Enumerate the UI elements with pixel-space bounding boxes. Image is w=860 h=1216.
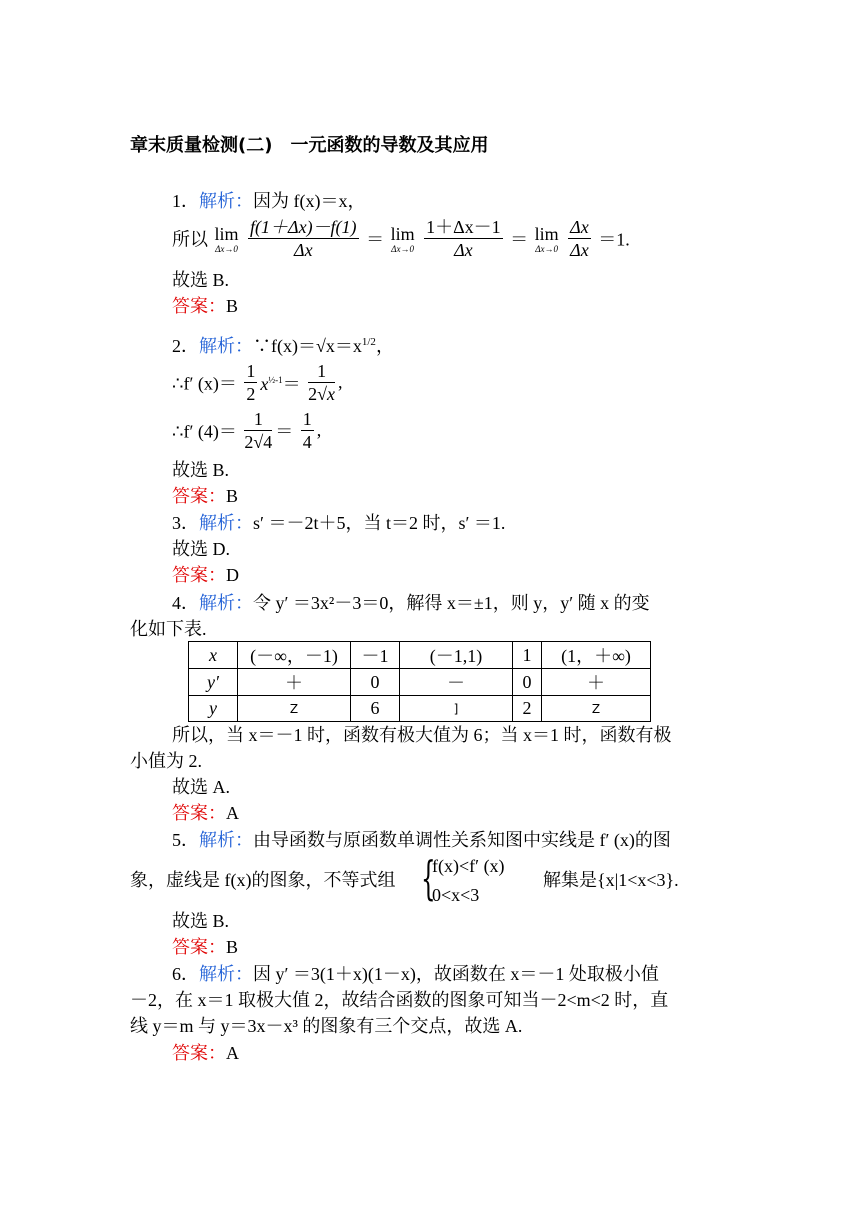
q2-answer: 答案：B [172,486,239,506]
table-row: y Z 6 ] 2 Z [189,696,651,722]
q3-line1: 3．解析：s′ ＝－2t＋5，当 t＝2 时，s′ ＝1. [172,513,506,533]
q1-fraction-1: $\frac{f(1+\Delta x)-f(1)}{\Delta x}$ [250,217,357,260]
q2-analysis-label: 解析： [199,336,253,356]
q1-fraction-2: $\frac{1+\Delta x-1}{\Delta x}$ [426,217,501,260]
q1-eq-1: ＝ [366,229,385,250]
q1-number: 1． [172,191,199,211]
q5-text: 由导函数与原函数单调性关系知图中实线是 f′ (x)的图 [253,830,671,850]
q1-limit-expression [172,216,630,261]
q4-conclusion-2: 小值为 2. [130,751,202,771]
q1-lim-2: lim Δx→0 [390,223,415,254]
q1-text: 因为 f(x)＝x， [253,191,366,211]
q1-prefix: 所以 [172,229,208,250]
q4-analysis-label: 解析： [199,593,253,613]
q1-eq-2: ＝ [510,229,529,250]
q2-text: ∵f(x)＝√x＝x [253,336,362,356]
q6-answer: 答案：A [172,1043,239,1063]
q1-fraction-3: $\frac{\Delta x}{\Delta x}$ [570,217,589,260]
q4-conclusion-1: 所以，当 x＝－1 时，函数有极大值为 6；当 x＝1 时，函数有极 [172,725,672,745]
table-row: y′ ＋ 0 － 0 ＋ [189,669,651,696]
q3-choice: 故选 D. [172,539,230,559]
q5-system-row1: f(x)<f′ (x) [432,856,505,876]
variation-table [188,641,651,722]
q5-system-brace: { [421,851,436,905]
q5-line1: 5．解析：由导函数与原函数单调性关系知图中实线是 f′ (x)的图 [172,830,671,850]
q5-choice: 故选 B. [172,911,230,931]
q4-text: 令 y′ ＝3x²－3＝0，解得 x＝±1，则 y，y′ 随 x 的变 [253,593,650,613]
q5-line2-pre: 象，虚线是 f(x)的图象，不等式组 [130,870,396,890]
q6-analysis-label: 解析： [199,964,253,984]
table-row: x (－∞，－1) －1 (－1,1) 1 (1，＋∞) [189,642,651,669]
q3-answer: 答案：D [172,565,239,585]
q1-result: ＝1. [598,229,630,250]
q6-text: 因 y′ ＝3(1＋x)(1－x)，故函数在 x＝－1 处取极小值 [253,964,659,984]
q1-lim-3: lim Δx→0 [534,223,559,254]
q3-analysis-label: 解析： [199,513,253,533]
q4-choice: 故选 A. [172,777,230,797]
q4-line2: 化如下表. [130,619,207,639]
q5-line2-post: 解集是{x|1<x<3}. [543,870,679,890]
q1-lim-1: lim Δx→0 [214,223,239,254]
q4-line1: 4．解析：令 y′ ＝3x²－3＝0，解得 x＝±1，则 y，y′ 随 x 的变 [172,593,650,613]
page-title: 章末质量检测(二) 一元函数的导数及其应用 [130,135,489,156]
q6-line1: 6．解析：因 y′ ＝3(1＋x)(1－x)，故函数在 x＝－1 处取极小值 [172,964,659,984]
q2-exponent: 1/2 [361,336,376,348]
q2-choice: 故选 B. [172,460,230,480]
q5-analysis-label: 解析： [199,830,253,850]
q1-choice: 故选 B. [172,270,230,290]
q3-text: s′ ＝－2t＋5，当 t＝2 时，s′ ＝1. [253,513,506,533]
q6-line2: －2，在 x＝1 取极大值 2，故结合函数的图象可知当－2<m<2 时，直 [130,990,669,1010]
q6-line3: 线 y＝m 与 y＝3x－x³ 的图象有三个交点，故选 A. [130,1016,523,1036]
q5-answer: 答案：B [172,937,239,957]
q4-answer: 答案：A [172,803,239,823]
q2-derivative-general: ∴f′ (x)＝ $\frac{1}{2}$ $x^{\frac{1}{2}-1}=$ $\frac{1}{2√x}$ , [172,361,343,404]
q1-answer: 答案：B [172,296,239,316]
q5-system-row2: 0<x<3 [432,885,480,905]
q2-line1: 2．解析：$\because f(x)=√x=x^{1/2}$， [172,336,394,356]
q1-analysis-label: 解析： [199,191,253,211]
q2-derivative-at-4: ∴f′ (4)＝ $\frac{1}{2√4}$ ＝ $\frac{1}{4}$ , [172,409,322,452]
q1-line1 [172,190,365,212]
